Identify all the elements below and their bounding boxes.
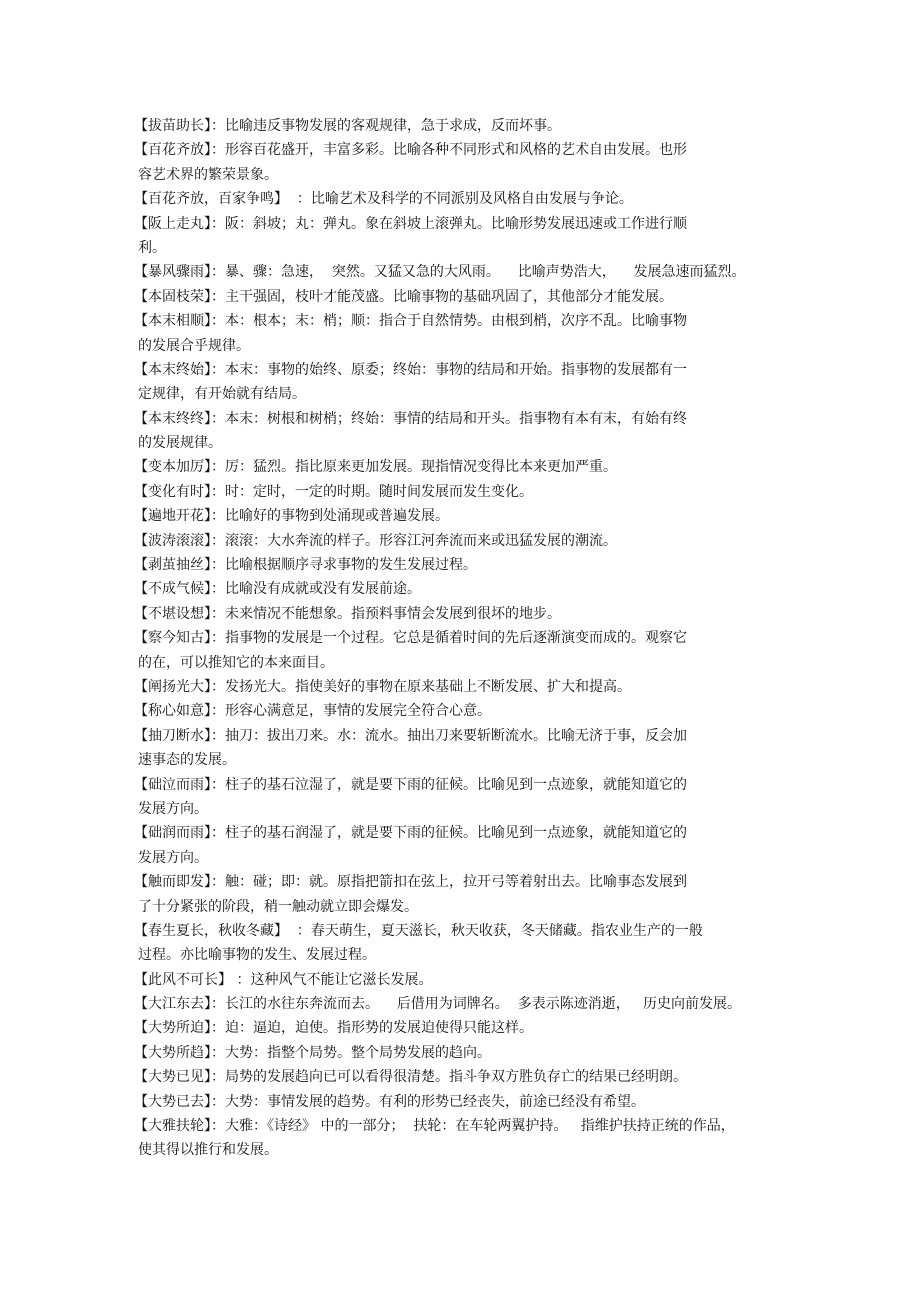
idiom-entry-continuation (134, 382, 774, 406)
term-separator: ： (211, 361, 225, 378)
term-separator: ： (211, 1118, 225, 1135)
idiom-entry-line (134, 480, 774, 504)
idiom-definition: 这种风气不能让它滋长发展。 (250, 971, 433, 988)
term-separator: ： (211, 776, 225, 793)
idiom-definition: 迫：逼迫，迫使。指形势的发展迫使得只能这样。 (225, 1020, 533, 1037)
idiom-definition: 厉：猛烈。指比原来更加发展。现指情况变得比本来更加严重。 (225, 459, 617, 476)
term-separator: ： (211, 996, 225, 1013)
idiom-entry-continuation (134, 651, 774, 675)
idiom-term: 【大雅扶轮】 (134, 1118, 211, 1135)
idiom-entry-line (134, 577, 774, 601)
term-separator: ： (211, 142, 225, 159)
idiom-entry-continuation (134, 748, 774, 772)
idiom-definition: 长江的水往东奔流而去。 后借用为词牌名。 多表示陈迹消逝， 历史向前发展。 (225, 996, 742, 1013)
idiom-definition: 的发展合乎规律。 (138, 337, 250, 354)
idiom-entry-line (134, 821, 774, 845)
idiom-term: 【百花齐放，百家争鸣】 (134, 191, 288, 208)
idiom-definition: 发展方向。 (138, 800, 208, 817)
term-separator: ： (211, 630, 225, 647)
idiom-term: 【波涛滚滚】 (134, 532, 211, 549)
idiom-definition: 比喻艺术及科学的不同派别及风格自由发展与争论。 (310, 191, 633, 208)
idiom-definition: 局势的发展趋向已可以看得很清楚。指斗争双方胜负存亡的结果已经明朗。 (225, 1069, 687, 1086)
term-separator: ： (211, 557, 225, 574)
idiom-entry-line (134, 260, 774, 284)
idiom-definition: 发扬光大。指使美好的事物在原来基础上不断发展、扩大和提高。 (225, 678, 631, 695)
idiom-term: 【暴风骤雨】 (134, 264, 211, 281)
idiom-definition: 未来情况不能想象。指预料事情会发展到很坏的地步。 (225, 605, 561, 622)
idiom-entry-line (134, 1016, 774, 1040)
idiom-definition: 速事态的发展。 (138, 752, 236, 769)
idiom-entry-line (134, 1090, 774, 1114)
idiom-term: 【础泣而雨】 (134, 776, 211, 793)
idiom-term: 【本末终始】 (134, 361, 211, 378)
idiom-entry-line (134, 504, 774, 528)
idiom-term: 【础润而雨】 (134, 825, 211, 842)
idiom-definition: 时：定时，一定的时期。随时间发展而发生变化。 (225, 483, 533, 500)
idiom-entry-line (134, 919, 774, 943)
idiom-term: 【拔苗助长】 (134, 118, 211, 134)
idiom-entry-continuation (134, 797, 774, 821)
idiom-entry-line (134, 553, 774, 577)
idiom-entry-continuation (134, 334, 774, 358)
term-separator: ： (211, 1044, 225, 1061)
idiom-definition: 利。 (138, 239, 166, 256)
idiom-entry-continuation (134, 1138, 774, 1162)
idiom-definition: 容艺术界的繁荣景象。 (138, 166, 278, 183)
idiom-definition: 的在，可以推知它的本来面目。 (138, 654, 334, 671)
idiom-entry-line (134, 602, 774, 626)
idiom-term: 【大势已去】 (134, 1093, 211, 1110)
idiom-term: 【剥茧抽丝】 (134, 557, 211, 574)
idiom-entry-line (134, 1065, 774, 1089)
idiom-definition: 大势：事情发展的趋势。有利的形势已经丧失，前途已经没有希望。 (225, 1093, 645, 1110)
idiom-entry-line (134, 1041, 774, 1065)
idiom-definition: 阪：斜坡；丸：弹丸。象在斜坡上滚弹丸。比喻形势发展迅速或工作进行顺 (225, 215, 687, 232)
idiom-definition: 暴、骤：急速， 突然。又猛又急的大风雨。 比喻声势浩大， 发展急速而猛烈。 (225, 264, 746, 281)
idiom-definition: 发展方向。 (138, 849, 208, 866)
term-separator: ： (211, 410, 225, 427)
term-separator: ： (211, 727, 225, 744)
idiom-term: 【阪上走丸】 (134, 215, 211, 232)
idiom-entry-line (134, 309, 774, 333)
idiom-entry-line (134, 114, 774, 138)
idiom-definition: 抽刀：拔出刀来。水：流水。抽出刀来要斩断流水。比喻无济于事，反会加 (225, 727, 687, 744)
idiom-term: 【此风不可长】 (134, 971, 232, 988)
term-separator: ： (288, 191, 311, 208)
idiom-definition: 使其得以推行和发展。 (138, 1142, 278, 1159)
idiom-entry-line (134, 699, 774, 723)
idiom-entry-line (134, 285, 774, 309)
idiom-entry-line (134, 992, 774, 1016)
idiom-term: 【百花齐放】 (134, 142, 211, 159)
idiom-term: 【变本加厉】 (134, 459, 211, 476)
term-separator: ： (211, 874, 225, 891)
term-separator: ： (288, 922, 311, 939)
term-separator: ： (232, 971, 251, 988)
idiom-definition: 过程。亦比喻事物的发生、发展过程。 (138, 947, 376, 964)
idiom-term: 【大势所迫】 (134, 1020, 211, 1037)
idiom-term: 【大江东去】 (134, 996, 211, 1013)
term-separator: ： (211, 605, 225, 622)
idiom-definition: 大势：指整个局势。整个局势发展的趋向。 (225, 1044, 491, 1061)
idiom-entry-line (134, 455, 774, 479)
idiom-definition: 主干强固，枝叶才能茂盛。比喻事物的基础巩固了，其他部分才能发展。 (225, 288, 673, 305)
idiom-term: 【大势已见】 (134, 1069, 211, 1086)
idiom-definition: 本末：树根和树梢；终始：事情的结局和开头。指事物有本有末，有始有终 (225, 410, 687, 427)
idiom-term: 【称心如意】 (134, 703, 211, 720)
idiom-definition: 柱子的基石润湿了，就是要下雨的征候。比喻见到一点迹象，就能知道它的 (225, 825, 687, 842)
idiom-definition: 比喻没有成就或没有发展前途。 (225, 581, 421, 598)
idiom-definition: 指事物的发展是一个过程。它总是循着时间的先后逐渐演变而成的。观察它 (225, 630, 687, 647)
idiom-definition: 定规律，有开始就有结局。 (138, 386, 306, 403)
document-page (134, 114, 774, 1163)
term-separator: ： (211, 215, 225, 232)
idiom-entry-line (134, 968, 774, 992)
idiom-definition: 本：根本；末：梢；顺：指合于自然情势。由根到梢，次序不乱。比喻事物 (225, 313, 687, 330)
term-separator: ： (211, 313, 225, 330)
idiom-definition: 柱子的基石泣湿了，就是要下雨的征候。比喻见到一点迹象，就能知道它的 (225, 776, 687, 793)
idiom-term: 【不成气候】 (134, 581, 211, 598)
idiom-entry-line (134, 1114, 774, 1138)
idiom-definition: 比喻好的事物到处涌现或普遍发展。 (225, 508, 449, 525)
idiom-definition: 形容百花盛开，丰富多彩。比喻各种不同形式和风格的艺术自由发展。也形 (225, 142, 687, 159)
idiom-entry-continuation (134, 236, 774, 260)
idiom-term: 【大势所趋】 (134, 1044, 211, 1061)
term-separator: ： (211, 118, 225, 134)
idiom-term: 【抽刀断水】 (134, 727, 211, 744)
idiom-term: 【不堪设想】 (134, 605, 211, 622)
term-separator: ： (211, 581, 225, 598)
idiom-entry-line (134, 773, 774, 797)
idiom-term: 【本末相顺】 (134, 313, 211, 330)
idiom-entry-line (134, 407, 774, 431)
idiom-entry-continuation (134, 943, 774, 967)
term-separator: ： (211, 703, 225, 720)
idiom-entry-continuation (134, 431, 774, 455)
idiom-term: 【本固枝荣】 (134, 288, 211, 305)
idiom-entry-continuation (134, 895, 774, 919)
idiom-term: 【触而即发】 (134, 874, 211, 891)
term-separator: ： (211, 264, 225, 281)
idiom-definition: 的发展规律。 (138, 435, 222, 452)
idiom-definition: 了十分紧张的阶段，稍一触动就立即会爆发。 (138, 898, 418, 915)
idiom-entry-line (134, 626, 774, 650)
term-separator: ： (211, 459, 225, 476)
idiom-term: 【察今知古】 (134, 630, 211, 647)
term-separator: ： (211, 1020, 225, 1037)
term-separator: ： (211, 1069, 225, 1086)
idiom-entry-line (134, 358, 774, 382)
idiom-definition: 触：碰；即：就。原指把箭扣在弦上，拉开弓等着射出去。比喻事态发展到 (225, 874, 687, 891)
idiom-entry-line (134, 187, 774, 211)
term-separator: ： (211, 1093, 225, 1110)
term-separator: ： (211, 678, 225, 695)
idiom-entry-continuation (134, 163, 774, 187)
idiom-term: 【春生夏长，秋收冬藏】 (134, 922, 288, 939)
idiom-entry-line (134, 212, 774, 236)
idiom-term: 【遍地开花】 (134, 508, 211, 525)
idiom-entry-continuation (134, 846, 774, 870)
idiom-definition: 春天萌生，夏天滋长，秋天收获，冬天储藏。指农业生产的一般 (310, 922, 703, 939)
idiom-term: 【本末终终】 (134, 410, 211, 427)
idiom-definition: 本末：事物的始终、原委；终始：事物的结局和开始。指事物的发展都有一 (225, 361, 687, 378)
idiom-definition: 滚滚：大水奔流的样子。形容江河奔流而来或迅猛发展的潮流。 (225, 532, 617, 549)
idiom-entry-line (134, 529, 774, 553)
term-separator: ： (211, 532, 225, 549)
idiom-entry-line (134, 724, 774, 748)
term-separator: ： (211, 483, 225, 500)
idiom-entry-line (134, 675, 774, 699)
term-separator: ： (211, 508, 225, 525)
term-separator: ： (211, 288, 225, 305)
idiom-entry-line (134, 138, 774, 162)
idiom-definition: 比喻违反事物发展的客观规律，急于求成，反而坏事。 (225, 118, 561, 134)
idiom-definition: 形容心满意足，事情的发展完全符合心意。 (225, 703, 491, 720)
idiom-entry-line (134, 870, 774, 894)
idiom-term: 【阐扬光大】 (134, 678, 211, 695)
idiom-term: 【变化有时】 (134, 483, 211, 500)
term-separator: ： (211, 825, 225, 842)
idiom-definition: 比喻根据顺序寻求事物的发生发展过程。 (225, 557, 477, 574)
idiom-definition: 大雅：《诗经》 中的一部分； 扶轮：在车轮两翼护持。 指维护扶持正统的作品， (225, 1118, 735, 1135)
